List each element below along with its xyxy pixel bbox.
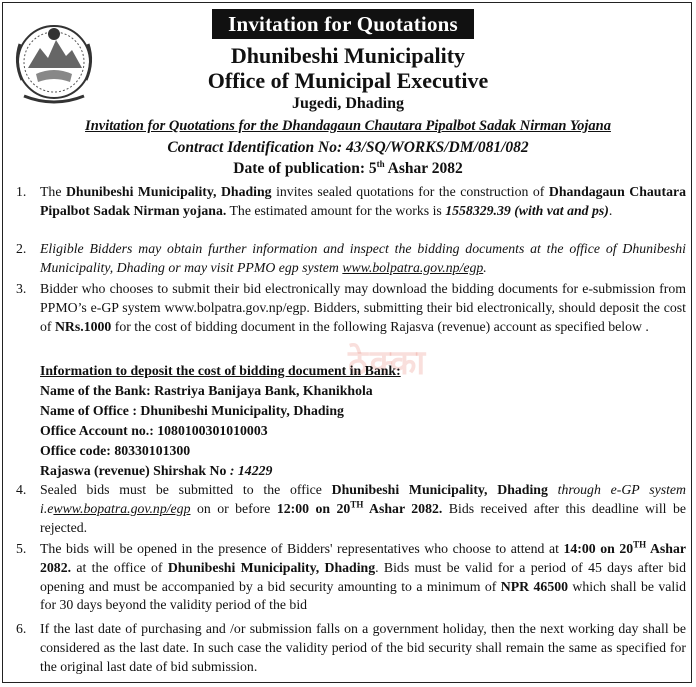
watermark: ठेक्का	[348, 343, 428, 383]
rajaswa-shirshak: Rajaswa (revenue) Shirshak No : 14229	[40, 463, 273, 478]
bank-name: Name of the Bank: Rastriya Banijaya Bank, Khanikhola	[40, 383, 373, 398]
office-account: Office Account no.: 1080100301010003	[40, 423, 268, 438]
municipality-name: Dhunibeshi Municipality	[230, 43, 466, 68]
office-name: Office of Municipal Executive	[207, 68, 489, 93]
banner-title: Invitation for Quotations	[212, 9, 474, 39]
clause-6: 6. If the last date of purchasing and /or submission falls on a government holiday, then the next working day shall be considered as the last date. In such case the validity period of the bid security shall remain the same as specified for the original last date of bid submission.	[16, 621, 686, 674]
publication-date: Date of publication: 5th Ashar 2082	[233, 158, 463, 177]
office-name-bank: Name of Office : Dhunibeshi Municipality, Dhading	[40, 403, 344, 418]
office-code: Office code: 80330101300	[40, 443, 191, 458]
bolpatra-link[interactable]: www.bolpatra.gov.np/egp	[342, 259, 484, 275]
contract-id: Contract Identification No: 43/SQ/WORKS/DM/081/082	[167, 139, 529, 156]
clause-3: 3. Bidder who chooses to submit their bid electronically may download the bidding documents for e-submission from PPMO’s e-GP system www.bolpatra.gov.np/egp. Bidders, submitting their bid electronically, should deposit the cost of NRs.1000 for the cost of bidding document in the following Rajasva (revenue) account as specified below .	[16, 281, 686, 334]
clause-4: 4. Sealed bids must be submitted to the office Dhunibeshi Municipality, Dhading through e-GP system i.ewww.bopatra.gov.np/egp on or before 12:00 on 20TH Ashar 2082. Bids received after this deadline will be rejected.	[16, 482, 687, 535]
clause-2: 2. Eligible Bidders may obtain further information and inspect the bidding documents at the office of Dhunibeshi Municipality, Dhading or may visit PPMO egp system www.bolpatra.gov.np/egp.	[16, 241, 686, 275]
clause-1: 1. The Dhunibeshi Municipality, Dhading invites sealed quotations for the construction of Dhandagaun Chautara Pipalbot Sadak Nirman yojana. The estimated amount for the works is 1558329.39 (with vat and ps).	[16, 184, 686, 218]
bank-heading: Information to deposit the cost of bidding document in Bank:	[40, 363, 401, 378]
clause-5: 5. The bids will be opened in the presence of Bidders' representatives who choose to attend at 14:00 on 20TH Ashar 2082. at the office of Dhunibeshi Municipality, Dhading. Bids must be valid for a period of 45 days after bid opening and must be accompanied by a bid security amounting to a minimum of NPR 46500 which shall be valid for 30 days beyond the validity period of the bid	[16, 539, 686, 613]
invitation-line: Invitation for Quotations for the Dhandagaun Chautara Pipalbot Sadak Nirman Yojana	[85, 118, 611, 134]
egp-link[interactable]: www.bopatra.gov.np/egp	[53, 500, 191, 516]
location: Jugedi, Dhading	[291, 95, 405, 112]
